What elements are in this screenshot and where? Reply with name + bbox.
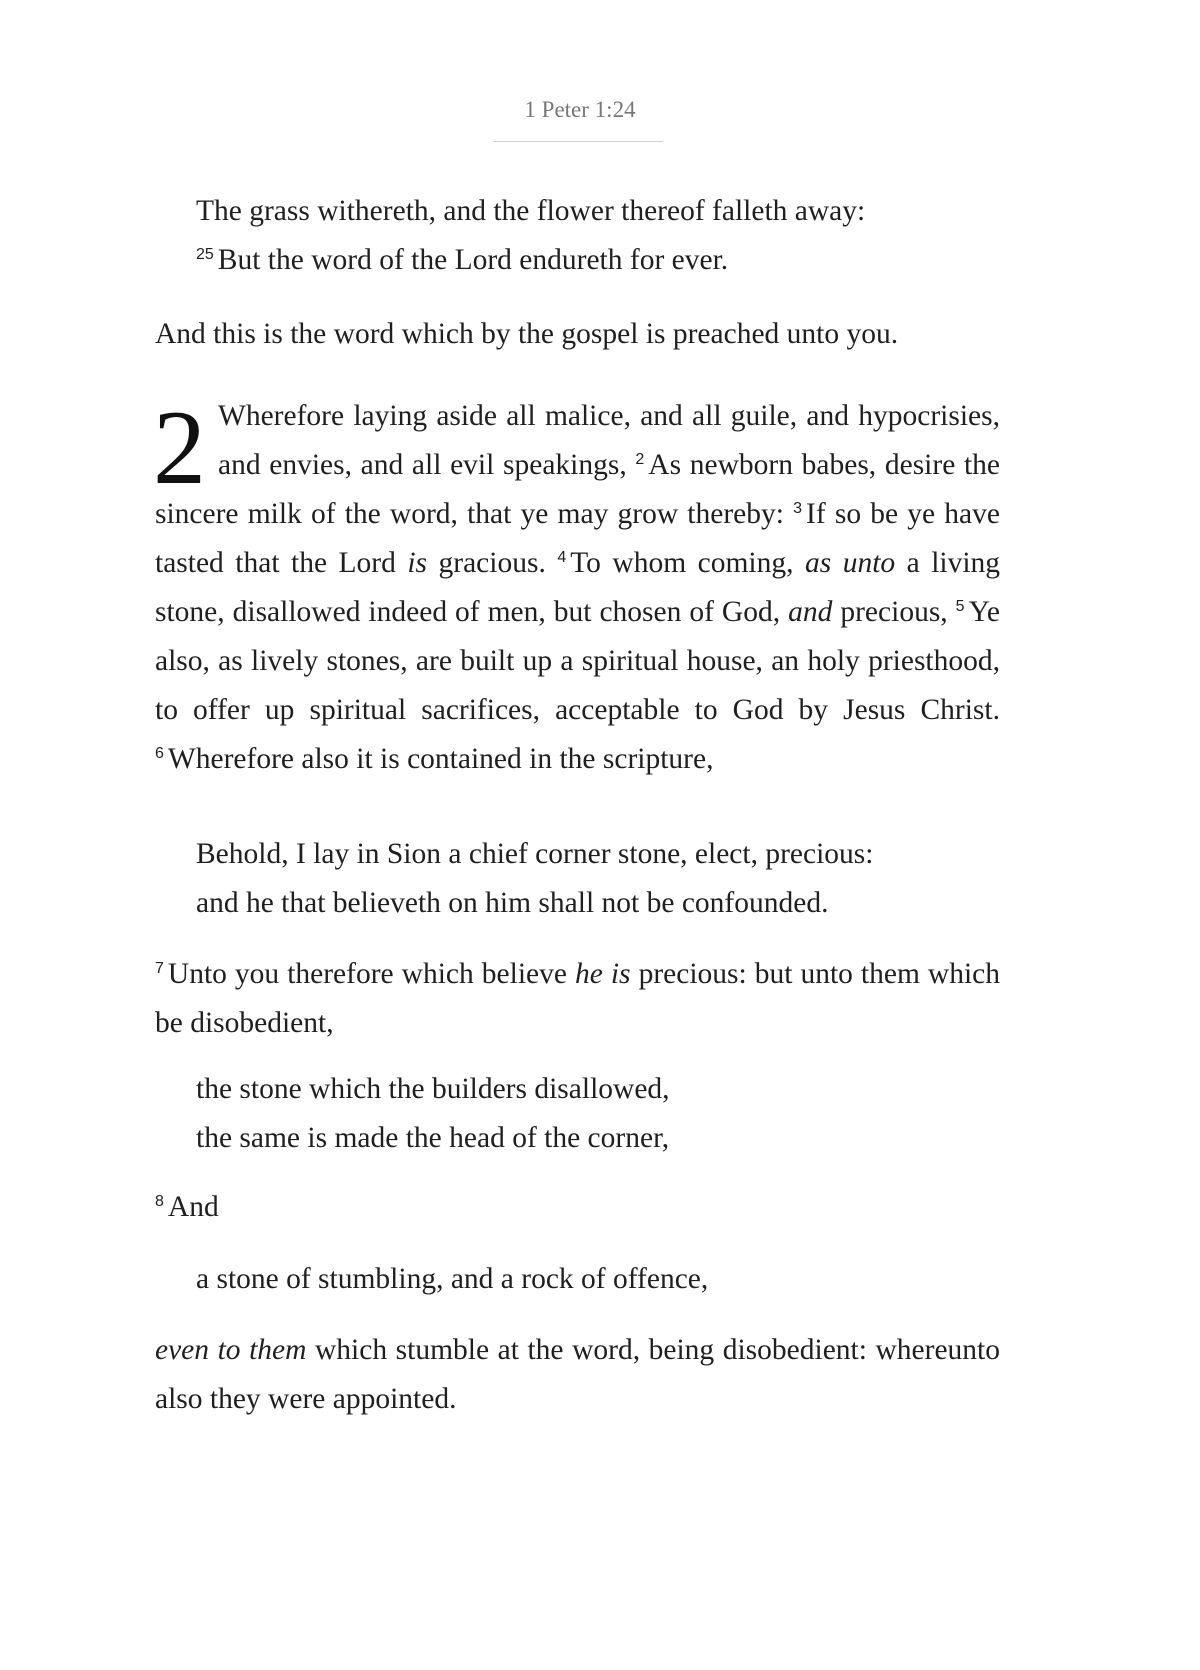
prose-paragraph bbox=[155, 310, 1000, 359]
verse-number: 5 bbox=[955, 598, 965, 615]
verse-text: Wherefore laying aside all malice, and all guile, and hypocrisies, and envies, and all evil speakings, bbox=[218, 400, 1000, 481]
poetry-block-2 bbox=[196, 830, 1016, 928]
poetry-line: the same is made the head of the corner, bbox=[196, 1122, 670, 1154]
verse-number: 6 bbox=[155, 745, 164, 762]
verse-8-paragraph bbox=[155, 1183, 1000, 1232]
poetry-line: Behold, I lay in Sion a chief corner stone, elect, precious: bbox=[196, 838, 874, 870]
poetry-line: The grass withereth, and the flower thereof falleth away: bbox=[196, 195, 866, 227]
closing-paragraph bbox=[155, 1326, 1000, 1424]
verse-number: 3 bbox=[793, 500, 803, 517]
verse-text: But the word of the Lord endureth for ever. bbox=[217, 244, 729, 276]
italic-text: as unto bbox=[804, 547, 896, 579]
verse-number: 2 bbox=[635, 451, 645, 468]
italic-text: even to them bbox=[155, 1334, 307, 1366]
italic-text: is bbox=[407, 547, 428, 579]
poetry-block-4 bbox=[196, 1255, 1016, 1304]
verse-text: Ye also, as lively stones, are built up a spiritual house, an holy priesthood, to offer up spiritual sacrifices, acceptable to God by Jesus Christ. bbox=[155, 596, 1001, 726]
poetry-line bbox=[196, 236, 1016, 285]
verse-text: precious, bbox=[840, 596, 948, 628]
italic-text: he is bbox=[575, 958, 631, 990]
verse-text: Wherefore also it is contained in the scripture, bbox=[167, 743, 714, 775]
verse-text: As newborn babes, desire the sincere milk of the word, that ye may grow thereby: bbox=[155, 449, 1000, 530]
verse-text: precious: but unto them which be disobedient, bbox=[155, 958, 1001, 1039]
running-header: 1 Peter 1:24 bbox=[524, 97, 636, 122]
verse-text: And this is the word which by the gospel is preached unto you. bbox=[155, 318, 899, 350]
verse-number: 25 bbox=[196, 246, 214, 263]
poetry-block-3 bbox=[196, 1065, 1016, 1163]
verse-text: And bbox=[167, 1191, 219, 1223]
verse-7-paragraph bbox=[155, 950, 1000, 1048]
verse-text: Unto you therefore which believe bbox=[167, 958, 567, 990]
poetry-line: and he that believeth on him shall not be confounded. bbox=[196, 887, 829, 919]
header-divider bbox=[493, 141, 663, 142]
verse-text: To whom coming, bbox=[570, 547, 794, 579]
verse-number: 8 bbox=[155, 1193, 164, 1210]
poetry-line: the stone which the builders disallowed, bbox=[196, 1073, 670, 1105]
chapter-number: 2 bbox=[153, 389, 206, 506]
italic-text: and bbox=[788, 596, 833, 628]
chapter-2-paragraph bbox=[153, 389, 1001, 784]
verse-text: gracious. bbox=[438, 547, 546, 579]
verse-text: If so be ye have tasted that the Lord bbox=[155, 498, 1000, 579]
verse-text: which stumble at the word, being disobedient: whereunto also they were appointed. bbox=[155, 1334, 1000, 1415]
verse-number: 7 bbox=[155, 960, 164, 977]
poetry-line: a stone of stumbling, and a rock of offence, bbox=[196, 1263, 709, 1295]
verse-text: a living stone, disallowed indeed of men, but chosen of God, bbox=[155, 547, 1001, 628]
verse-number: 4 bbox=[557, 549, 567, 566]
poetry-block-1 bbox=[196, 187, 1016, 285]
